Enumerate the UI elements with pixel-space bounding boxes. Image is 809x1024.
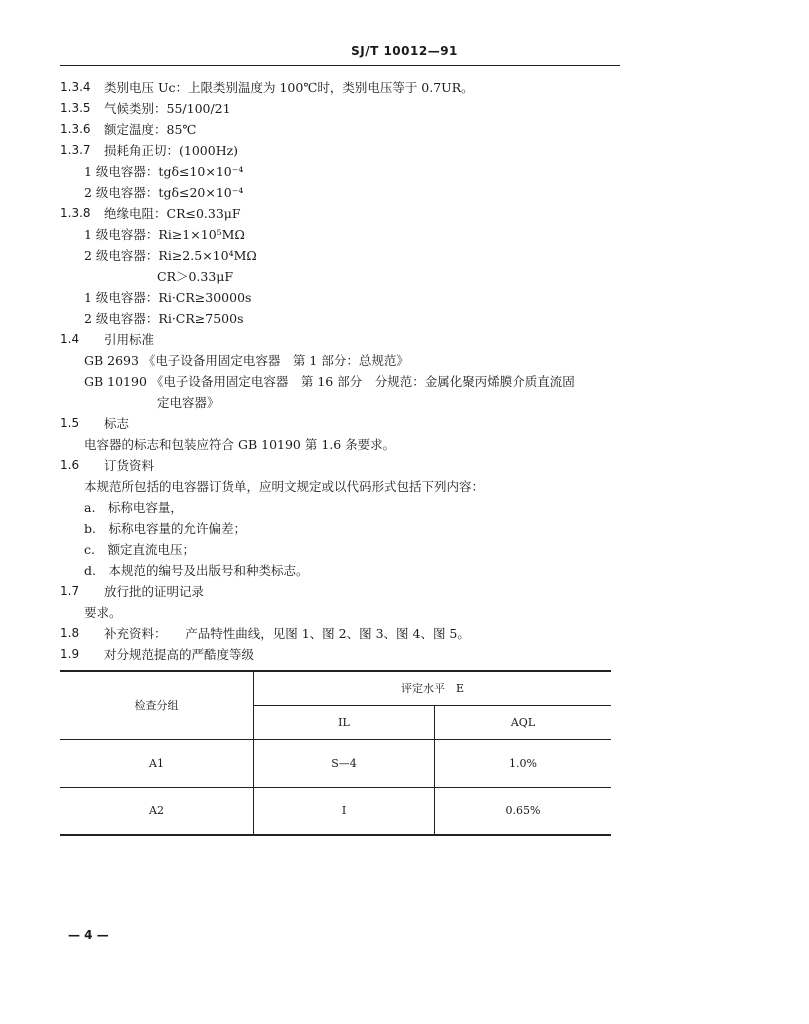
clause-text: 定电容器》 (157, 395, 220, 410)
clause-text: GB 2693 《电子设备用固定电容器 第 1 部分：总规范》 (84, 353, 409, 368)
clause-number: 1.8 (60, 626, 80, 640)
table-cell-aql: 1.0% (435, 739, 612, 787)
clause-text: 标志 (104, 416, 130, 431)
clause-number: 1.3.7 (60, 143, 91, 157)
clause-text: 2 级电容器：Ri·CR≥7500s (84, 311, 244, 326)
clause-number: 1.9 (60, 647, 80, 661)
clause-text: 1 级电容器：Ri·CR≥30000s (84, 290, 252, 305)
clause-text: 订货资料 (104, 458, 155, 473)
clause-text: 本规范所包括的电容器订货单，应明文规定或以代码形式包括下列内容： (84, 479, 485, 494)
table-row (60, 787, 611, 835)
clause-number: 1.3.8 (60, 206, 91, 220)
clause-text: 1 级电容器：Ri≥1×10⁵MΩ (84, 227, 245, 242)
table-cell-aql: 0.65% (435, 787, 612, 835)
table-row (60, 739, 611, 787)
clause-text: 额定温度：85℃ (104, 122, 197, 137)
clause-text: 要求。 (84, 605, 122, 620)
table-header-aql: AQL (435, 705, 612, 739)
clause-number: 1.3.6 (60, 122, 91, 136)
clause-text: 气候类别：55/100/21 (104, 101, 231, 116)
table-cell-il: I (254, 787, 435, 835)
clause-text: 绝缘电阻：CR≤0.33μF (104, 206, 241, 221)
clause-text: 补充资料： 产品特性曲线，见图 1、图 2、图 3、图 4、图 5。 (104, 626, 470, 641)
list-item: c. 额定直流电压； (84, 542, 195, 557)
table-header-group: 检查分组 (60, 671, 254, 739)
clause-number: 1.7 (60, 584, 80, 598)
list-item: a. 标称电容量， (84, 500, 183, 515)
clause-number: 1.4 (60, 332, 80, 346)
clause-text: 放行批的证明记录 (104, 584, 205, 599)
severity-table (60, 670, 611, 836)
clause-text: 2 级电容器：Ri≥2.5×10⁴MΩ (84, 248, 257, 263)
clause-number: 1.3.4 (60, 80, 91, 94)
list-item: b. 标称电容量的允许偏差； (84, 521, 246, 536)
clause-text: 损耗角正切：(1000Hz) (104, 143, 239, 158)
list-item: d. 本规范的编号及出版号和种类标志。 (84, 563, 309, 578)
table-cell-group: A2 (60, 787, 254, 835)
header-rule (60, 65, 620, 66)
clause-text: CR＞0.33μF (157, 269, 234, 284)
clause-text: 对分规范提高的严酷度等级 (104, 647, 255, 662)
clause-text: 电容器的标志和包装应符合 GB 10190 第 1.6 条要求。 (84, 437, 396, 452)
clause-number: 1.5 (60, 416, 80, 430)
clause-text: 1 级电容器：tgδ≤10×10⁻⁴ (84, 164, 244, 179)
table-cell-group: A1 (60, 739, 254, 787)
clause-number: 1.6 (60, 458, 80, 472)
clause-text: GB 10190 《电子设备用固定电容器 第 16 部分 分规范：金属化聚丙烯膜介质直流固 (84, 374, 575, 389)
clause-text: 引用标准 (104, 332, 155, 347)
clause-number: 1.3.5 (60, 101, 91, 115)
clause-text: 类别电压 Uc：上限类别温度为 100℃时，类别电压等于 0.7UR。 (104, 80, 474, 95)
table-header-eval-level: 评定水平 E (254, 671, 612, 705)
table-header-il: IL (254, 705, 435, 739)
table-cell-il: S—4 (254, 739, 435, 787)
document-code-header: SJ/T 10012—91 (351, 44, 458, 58)
page-number: — 4 — (68, 928, 109, 942)
clause-text: 2 级电容器：tgδ≤20×10⁻⁴ (84, 185, 244, 200)
